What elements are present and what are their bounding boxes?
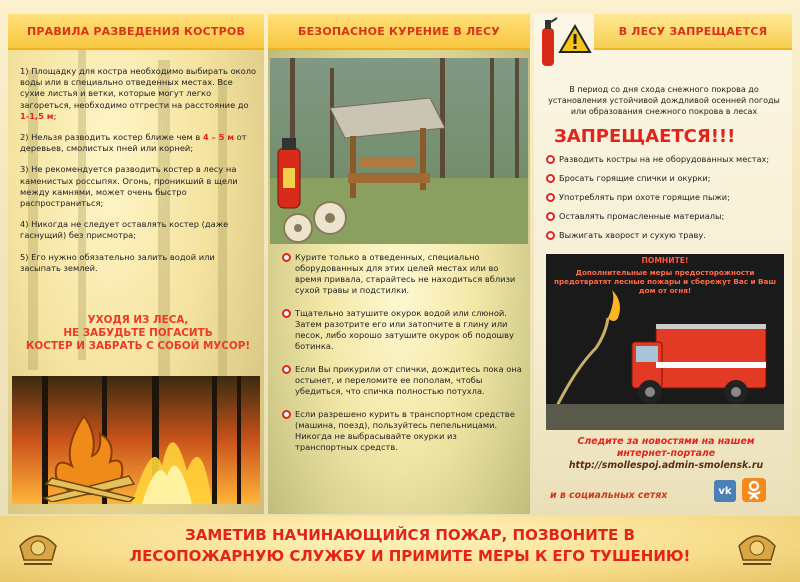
warning-sign-icon xyxy=(558,24,592,54)
remember-title: ПОМНИТЕ! xyxy=(641,256,689,265)
firefighter-emblem-icon xyxy=(735,524,779,566)
campsite-photo xyxy=(270,58,528,244)
fire-truck-illustration xyxy=(546,288,784,430)
bullet-icon xyxy=(282,309,291,318)
odnoklassniki-icon[interactable] xyxy=(742,478,766,502)
rule-item: 2) Нельзя разводить костер ближе чем в 4 – 5 м от деревьев, смолистых пней или корней; xyxy=(20,132,247,154)
list-item: Курите только в отведенных, специально оборудованных для этих целей местах или во время привала, старайтесь не находиться вблизи сухой травы и подстилки. xyxy=(282,252,522,296)
bullet-icon xyxy=(546,155,555,164)
smoking-rules-list xyxy=(282,252,522,465)
bullet-icon xyxy=(546,231,555,240)
season-intro: В период со дня схода снежного покрова до установления устойчивой дождливой осенней погоды или образования снежного покрова в лесах xyxy=(548,85,780,116)
list-item: Оставлять промасленные материалы; xyxy=(546,211,786,222)
news-notice: Следите за новостями на нашем интернет-портале http://smollespoj.admin-smolensk.ru xyxy=(544,436,788,472)
bullet-icon xyxy=(546,212,555,221)
bullet-icon xyxy=(282,365,291,374)
bullet-icon xyxy=(282,253,291,262)
forbidden-list xyxy=(546,154,786,249)
rule-item: 4) Никогда не следует оставлять костер (даже гаснущий) без присмотра; xyxy=(20,219,229,241)
panel-safe-smoking xyxy=(268,14,530,514)
panel-forest-prohibitions xyxy=(534,14,792,514)
forest-fire-photo xyxy=(12,376,260,504)
panel-campfire-rules xyxy=(8,14,264,514)
leave-forest-warning: УХОДЯ ИЗ ЛЕСА, НЕ ЗАБУДЬТЕ ПОГАСИТЬ КОСТЕР И ЗАБРАТЬ С СОБОЙ МУСОР! xyxy=(25,314,251,352)
vk-icon[interactable]: vk xyxy=(714,480,736,502)
panel-header: В ЛЕСУ ЗАПРЕЩАЕТСЯ xyxy=(594,14,792,50)
forbidden-title: ЗАПРЕЩАЕТСЯ!!! xyxy=(554,126,736,147)
rules-list xyxy=(20,66,258,284)
remember-text: Дополнительные меры предосторожности предотвратят лесные пожары и сбережут Вас и Ваш дом от огня! xyxy=(554,268,776,295)
list-item: Тщательно затушите окурок водой или слюной. Затем разотрите его или затопчите в глину или песок, либо хорошо затушите окурок об подошву ботинка. xyxy=(282,308,522,352)
list-item: Бросать горящие спички и окурки; xyxy=(546,173,786,184)
rule-item: 5) Его нужно обязательно залить водой или засыпать землей. xyxy=(20,251,215,273)
portal-link[interactable]: http://smollespoj.admin-smolensk.ru xyxy=(568,460,764,471)
list-item: Разводить костры на не оборудованных местах; xyxy=(546,154,786,165)
social-networks-label: и в социальных сетях xyxy=(550,490,668,501)
campfire-icon xyxy=(34,406,144,502)
panel-header: ПРАВИЛА РАЗВЕДЕНИЯ КОСТРОВ xyxy=(8,14,264,50)
rule-item: 1) Площадку для костра необходимо выбирать около воды или в специально отведенных местах. Все сухие листья и ветки, которые могут легко загореться, необходимо отгрести на расстояние до 1-1,5 м; xyxy=(20,66,257,121)
bullet-icon xyxy=(546,174,555,183)
panel-header: БЕЗОПАСНОЕ КУРЕНИЕ В ЛЕСУ xyxy=(268,14,530,50)
bullet-icon xyxy=(282,410,291,419)
fire-truck-photo xyxy=(546,254,784,430)
list-item: Если Вы прикурили от спички, дождитесь пока она остынет, и переломите ее пополам, чтобы убедиться, что спичка полностью потухла. xyxy=(282,364,522,397)
firefighter-emblem-icon xyxy=(16,524,60,566)
list-item: Если разрешено курить в транспортном средстве (машина, поезд), пользуйтесь пепельницами. Никогда не выбрасывайте окурки из транспортных средств. xyxy=(282,409,522,453)
bullet-icon xyxy=(546,193,555,202)
list-item: Выжигать хворост и сухую траву. xyxy=(546,230,786,241)
rule-item: 3) Не рекомендуется разводить костер в лесу на каменистых россыпях. Огонь, проникший в щели между камнями, может очень быстро распространиться; xyxy=(20,164,238,209)
fire-extinguisher-icon xyxy=(538,16,558,68)
call-fire-service-banner: ЗАМЕТИВ НАЧИНАЮЩИЙСЯ ПОЖАР, ПОЗВОНИТЕ В ЛЕСОПОЖАРНУЮ СЛУЖБУ И ПРИМИТЕ МЕРЫ К ЕГО ТУШЕНИЮ! xyxy=(129,526,691,565)
list-item: Употреблять при охоте горящие пыжи; xyxy=(546,192,786,203)
